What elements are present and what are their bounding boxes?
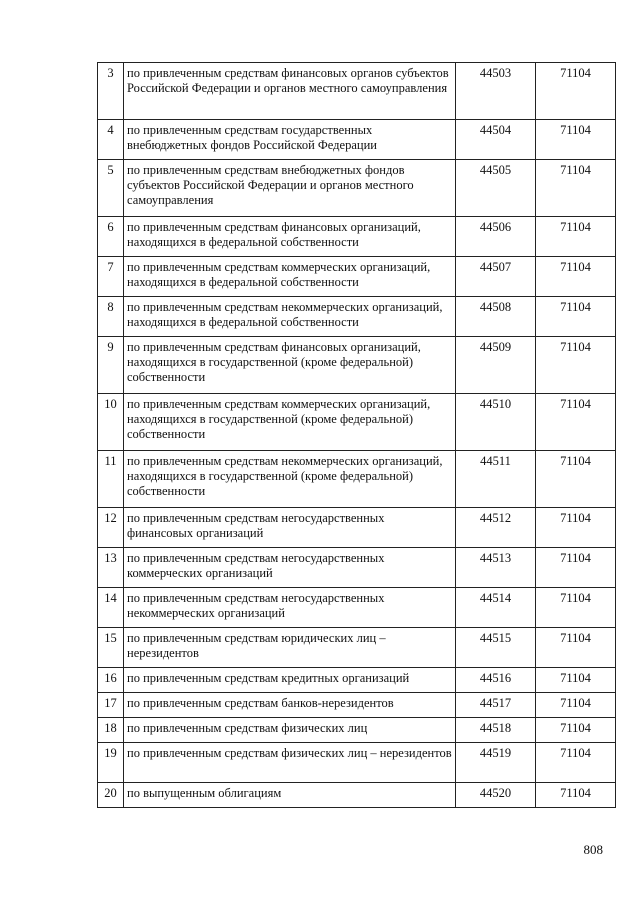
row-symbol-code: 71104 <box>536 548 616 588</box>
table-row <box>98 63 616 120</box>
row-description: по привлеченным средствам негосударственных коммерческих организаций <box>124 548 456 588</box>
row-account-code: 44520 <box>456 783 536 808</box>
row-symbol-code: 71104 <box>536 257 616 297</box>
table-row <box>98 394 616 451</box>
row-description: по привлеченным средствам негосударственных финансовых организаций <box>124 508 456 548</box>
row-number: 11 <box>98 451 124 508</box>
row-number: 16 <box>98 668 124 693</box>
row-number: 17 <box>98 693 124 718</box>
row-number: 15 <box>98 628 124 668</box>
row-number: 6 <box>98 217 124 257</box>
row-account-code: 44505 <box>456 160 536 217</box>
row-number: 5 <box>98 160 124 217</box>
row-account-code: 44511 <box>456 451 536 508</box>
row-symbol-code: 71104 <box>536 628 616 668</box>
row-description: по привлеченным средствам некоммерческих организаций, находящихся в государственной (кроме федеральной) собственности <box>124 451 456 508</box>
row-symbol-code: 71104 <box>536 743 616 783</box>
row-description: по выпущенным облигациям <box>124 783 456 808</box>
row-symbol-code: 71104 <box>536 508 616 548</box>
row-symbol-code: 71104 <box>536 451 616 508</box>
row-account-code: 44512 <box>456 508 536 548</box>
row-number: 4 <box>98 120 124 160</box>
row-account-code: 44514 <box>456 588 536 628</box>
table-row <box>98 120 616 160</box>
row-number: 13 <box>98 548 124 588</box>
row-symbol-code: 71104 <box>536 63 616 120</box>
table-body <box>98 63 616 808</box>
row-description: по привлеченным средствам коммерческих организаций, находящихся в федеральной собственности <box>124 257 456 297</box>
row-number: 3 <box>98 63 124 120</box>
row-number: 20 <box>98 783 124 808</box>
row-number: 10 <box>98 394 124 451</box>
row-symbol-code: 71104 <box>536 668 616 693</box>
row-symbol-code: 71104 <box>536 297 616 337</box>
table-row <box>98 548 616 588</box>
row-symbol-code: 71104 <box>536 160 616 217</box>
row-account-code: 44509 <box>456 337 536 394</box>
row-number: 18 <box>98 718 124 743</box>
row-account-code: 44507 <box>456 257 536 297</box>
row-symbol-code: 71104 <box>536 588 616 628</box>
row-description: по привлеченным средствам финансовых организаций, находящихся в государственной (кроме федеральной) собственности <box>124 337 456 394</box>
table-row <box>98 160 616 217</box>
table-row <box>98 718 616 743</box>
row-description: по привлеченным средствам негосударственных некоммерческих организаций <box>124 588 456 628</box>
row-symbol-code: 71104 <box>536 783 616 808</box>
row-description: по привлеченным средствам государственных внебюджетных фондов Российской Федерации <box>124 120 456 160</box>
row-symbol-code: 71104 <box>536 337 616 394</box>
row-number: 9 <box>98 337 124 394</box>
table-row <box>98 693 616 718</box>
table-row <box>98 508 616 548</box>
accounts-table <box>97 62 616 808</box>
row-description: по привлеченным средствам физических лиц – нерезидентов <box>124 743 456 783</box>
row-account-code: 44503 <box>456 63 536 120</box>
table-row <box>98 783 616 808</box>
table-row <box>98 217 616 257</box>
row-symbol-code: 71104 <box>536 394 616 451</box>
row-number: 12 <box>98 508 124 548</box>
row-symbol-code: 71104 <box>536 217 616 257</box>
table-row <box>98 451 616 508</box>
row-number: 14 <box>98 588 124 628</box>
row-account-code: 44513 <box>456 548 536 588</box>
table-row <box>98 337 616 394</box>
row-account-code: 44518 <box>456 718 536 743</box>
page-number: 808 <box>583 842 603 857</box>
row-account-code: 44504 <box>456 120 536 160</box>
table-row <box>98 743 616 783</box>
table-row <box>98 668 616 693</box>
table-row <box>98 257 616 297</box>
row-account-code: 44506 <box>456 217 536 257</box>
row-description: по привлеченным средствам юридических лиц – нерезидентов <box>124 628 456 668</box>
row-description: по привлеченным средствам некоммерческих организаций, находящихся в федеральной собственности <box>124 297 456 337</box>
row-description: по привлеченным средствам банков-нерезидентов <box>124 693 456 718</box>
row-description: по привлеченным средствам финансовых органов субъектов Российской Федерации и органов местного самоуправления <box>124 63 456 120</box>
row-number: 19 <box>98 743 124 783</box>
row-number: 7 <box>98 257 124 297</box>
row-description: по привлеченным средствам физических лиц <box>124 718 456 743</box>
row-symbol-code: 71104 <box>536 693 616 718</box>
row-description: по привлеченным средствам внебюджетных фондов субъектов Российской Федерации и органов местного самоуправления <box>124 160 456 217</box>
table-row <box>98 588 616 628</box>
row-description: по привлеченным средствам финансовых организаций, находящихся в федеральной собственности <box>124 217 456 257</box>
row-account-code: 44510 <box>456 394 536 451</box>
row-description: по привлеченным средствам кредитных организаций <box>124 668 456 693</box>
row-symbol-code: 71104 <box>536 120 616 160</box>
row-account-code: 44517 <box>456 693 536 718</box>
row-account-code: 44519 <box>456 743 536 783</box>
row-account-code: 44516 <box>456 668 536 693</box>
row-number: 8 <box>98 297 124 337</box>
row-description: по привлеченным средствам коммерческих организаций, находящихся в государственной (кроме федеральной) собственности <box>124 394 456 451</box>
row-account-code: 44515 <box>456 628 536 668</box>
table-row <box>98 628 616 668</box>
table-row <box>98 297 616 337</box>
row-symbol-code: 71104 <box>536 718 616 743</box>
row-account-code: 44508 <box>456 297 536 337</box>
